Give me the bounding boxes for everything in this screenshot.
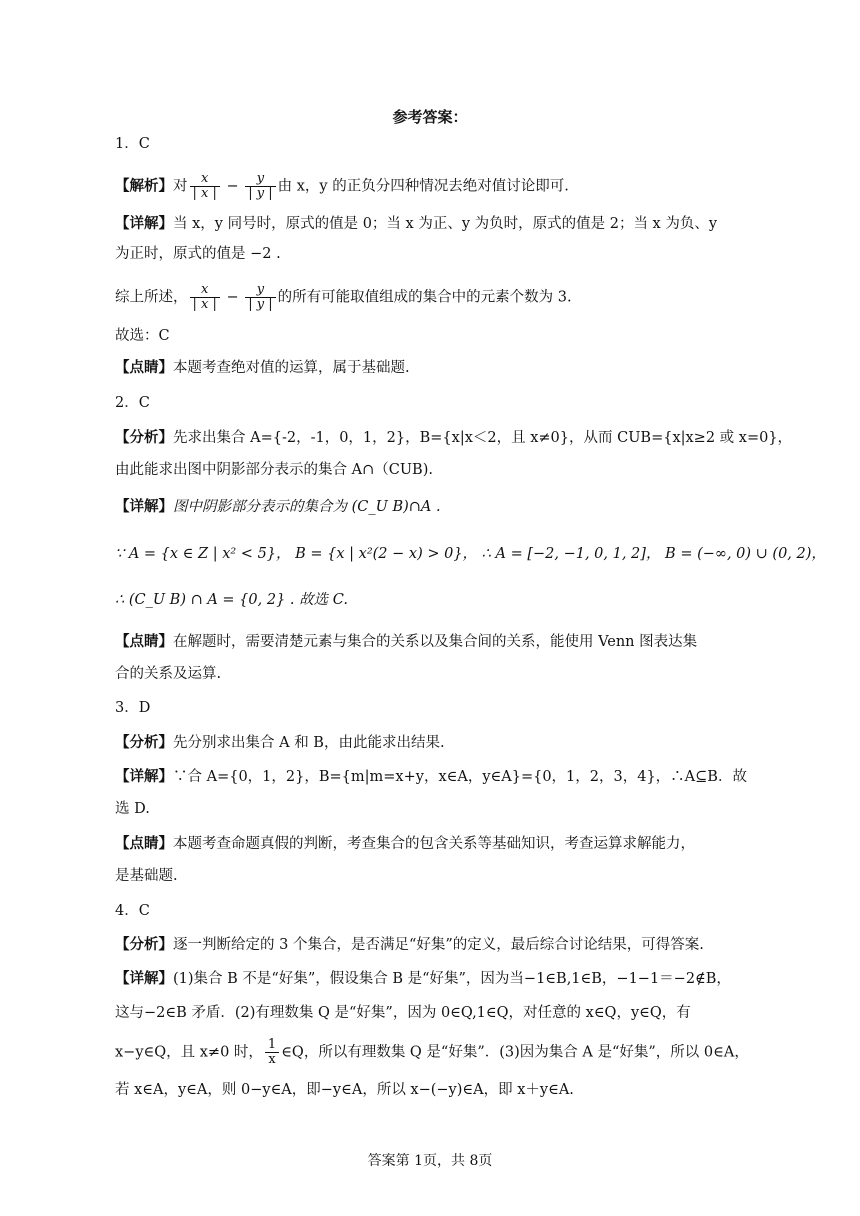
q2-detail-result: ∴ (C_U B) ∩ A = {0, 2} . 故选 C. (115, 592, 348, 608)
fraction-y-over-abs-y: $\frac{y}{| y |}$ (245, 283, 275, 312)
text: 在解题时，需要清楚元素与集合的关系以及集合间的关系，能使用 Venn 图表达集 (173, 634, 698, 650)
section-tag: 【分析】 (115, 734, 173, 751)
fraction-x-over-abs-x: $\frac{x}{| x |}$ (190, 283, 220, 312)
text: 本题考查命题真假的判断，考查集合的包含关系等基础知识，考查运算求解能力， (173, 836, 695, 852)
question-3-number: 3．D (115, 700, 151, 716)
q4-analysis (115, 935, 755, 955)
section-tag: 【解析】 (115, 177, 173, 195)
section-tag: 【点睛】 (115, 633, 173, 650)
q2-analysis (115, 428, 793, 448)
section-tag: 【分析】 (115, 429, 173, 446)
q2-comment (115, 632, 755, 652)
section-tag: 【详解】 (115, 768, 173, 785)
fraction-one-over-x: $\frac{1}{x}$ (265, 1038, 279, 1067)
question-2-number: 2．C (115, 395, 150, 411)
section-tag: 【点睛】 (115, 359, 173, 376)
q2-detail-equations: ∵ A = {x ∈ Z | x² < 5}， B = {x | x²(2 − x) > 0}， ∴ A = [−2, −1, 0, 1, 2]， B = (−∞, 0) ∪ (0, 2)， (115, 546, 826, 562)
q1-summary (115, 283, 755, 312)
text: 当 x，y 同号时，原式的值是 0；当 x 为正、y 为负时，原式的值是 2；当 x 为负、y (173, 216, 718, 232)
section-tag: 【分析】 (115, 936, 173, 953)
text: 本题考查绝对值的运算，属于基础题. (173, 360, 410, 376)
section-tag: 【详解】 (115, 498, 173, 515)
question-1-number: 1．C (115, 136, 150, 152)
page-footer: 答案第 1页，共 8页 (367, 1153, 493, 1169)
q3-comment-cont: 是基础题. (115, 868, 178, 884)
q3-detail-cont: 选 D. (115, 801, 150, 817)
q2-comment-cont: 合的关系及运算. (115, 666, 222, 682)
text: 对 (173, 178, 188, 195)
fraction-y-over-abs-y: $\frac{y}{| y |}$ (245, 172, 275, 201)
section-tag: 【详解】 (115, 970, 173, 987)
q2-analysis-cont: 由此能求出图中阴影部分表示的集合 A∩（CUB). (115, 462, 433, 478)
text: ∈Q，所以有理数集 Q 是“好集”．(3)因为集合 A 是“好集”，所以 0∈A， (281, 1044, 749, 1061)
q2-detail (115, 497, 755, 517)
page-title: 参考答案： (392, 108, 468, 126)
minus-sign: − (221, 289, 244, 306)
q1-analysis (115, 172, 755, 201)
q4-detail-cont: 这与−2∈B 矛盾．(2)有理数集 Q 是“好集”，因为 0∈Q,1∈Q，对任意的 x∈Q，y∈Q，有 (115, 1005, 691, 1021)
text: 综上所述， (115, 289, 188, 306)
q4-detail (115, 969, 755, 989)
fraction-x-over-abs-x: $\frac{x}{| x |}$ (190, 172, 220, 201)
text: x−y∈Q，且 x≠0 时， (115, 1044, 263, 1061)
text: 的所有可能取值组成的集合中的元素个数为 3. (277, 289, 572, 306)
q4-detail-last: 若 x∈A，y∈A，则 0−y∈A，即−y∈A，所以 x−(−y)∈A，即 x＋y∈A. (115, 1082, 574, 1098)
text: 逐一判断给定的 3 个集合，是否满足“好集”的定义，最后综合讨论结果，可得答案. (173, 937, 704, 953)
q3-comment (115, 834, 755, 854)
q1-comment (115, 358, 755, 378)
minus-sign: − (221, 178, 244, 195)
text: 先求出集合 A={-2，-1，0，1，2}，B={x|x＜2，且 x≠0}，从而 CUB={x|x≥2 或 x=0}， (173, 430, 793, 446)
math-text: 图中阴影部分表示的集合为 (C_U B)∩A . (173, 499, 441, 515)
text: 由 x，y 的正负分四种情况去绝对值讨论即可. (277, 178, 569, 195)
q3-analysis (115, 733, 755, 753)
text: (1)集合 B 不是“好集”，假设集合 B 是“好集”，因为当−1∈B,1∈B，−1−1＝−2∉B， (173, 971, 731, 987)
q1-detail-cont: 为正时，原式的值是 −2 . (115, 246, 281, 262)
section-tag: 【点睛】 (115, 835, 173, 852)
q4-detail-fraction-line (115, 1038, 755, 1067)
text: ∵合 A={0，1，2}，B={m|m=x+y，x∈A，y∈A}={0，1，2，3，4}，∴A⊆B．故 (173, 769, 747, 785)
text: 先分别求出集合 A 和 B，由此能求出结果. (173, 735, 445, 751)
question-4-number: 4．C (115, 903, 150, 919)
q1-detail (115, 214, 755, 234)
q3-detail (115, 767, 755, 787)
section-tag: 【详解】 (115, 215, 173, 232)
q1-choice: 故选：C (115, 328, 170, 344)
